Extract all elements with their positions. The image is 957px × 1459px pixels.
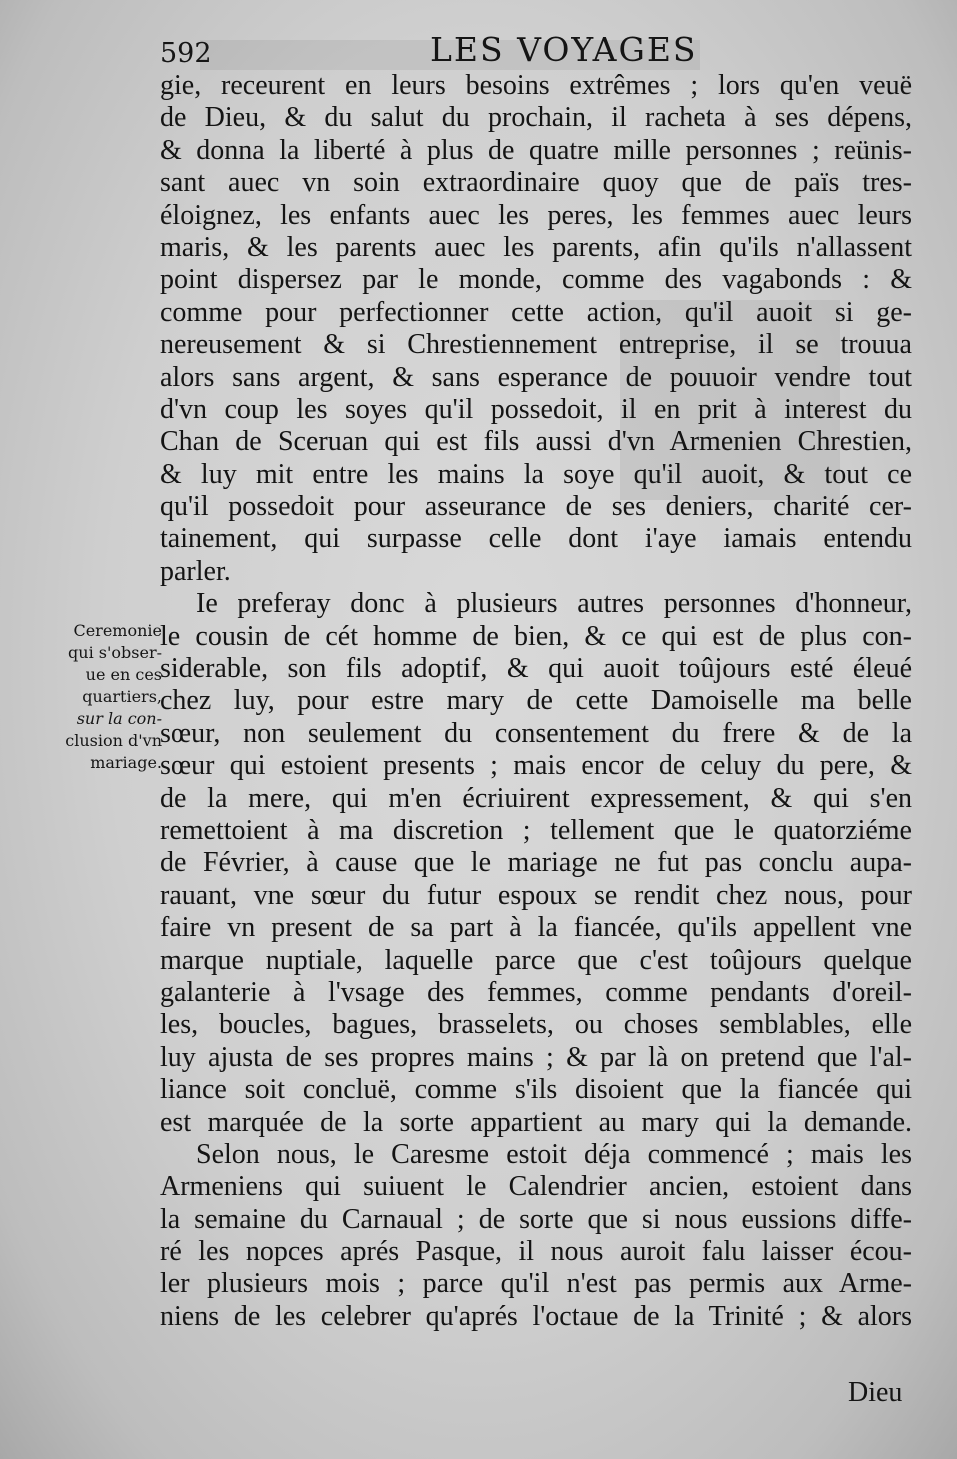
running-head: LES VOYAGES <box>430 30 698 69</box>
text-line: sœur qui estoient presents ; mais encor de celuy du pere, & <box>160 750 912 782</box>
text-line: marque nuptiale, laquelle parce que c'est toûjours quelque <box>160 944 912 976</box>
margin-note <box>50 620 162 774</box>
text-line: gie, receurent en leurs besoins extrêmes ; lors qu'en veuë <box>160 70 912 101</box>
text-line: point dispersez par le monde, comme des vagabonds : & <box>160 264 912 296</box>
margin-note-line: mariage. <box>90 753 162 772</box>
text-line: & luy mit entre les mains la soye qu'il auoit, & tout ce <box>160 458 912 490</box>
margin-note-line: quartiers, <box>82 687 162 706</box>
text-line: comme pour perfectionner cette action, qu'il auoit si ge- <box>160 296 912 328</box>
body-text <box>160 70 912 1333</box>
text-line: nereusement & si Chrestiennement entreprise, il se trouua <box>160 329 912 361</box>
text-line: tainement, qui surpasse celle dont i'aye iamais entendu <box>160 523 912 555</box>
text-line: siderable, son fils adoptif, & qui auoit toûjours esté éleué <box>160 653 912 685</box>
text-line: le cousin de cét homme de bien, & ce qui est de plus con- <box>160 620 912 652</box>
text-line: qu'il possedoit pour asseurance de ses deniers, charité cer- <box>160 491 912 523</box>
text-line: parler. <box>160 555 231 587</box>
margin-note-line: qui s'obser- <box>68 643 162 662</box>
text-line: luy ajusta de ses propres mains ; & par là on pretend que l'al- <box>160 1041 912 1073</box>
text-line: de Dieu, & du salut du prochain, il racheta à ses dépens, <box>160 102 912 134</box>
text-line: de Février, à cause que le mariage ne fut pas conclu aupa- <box>160 847 912 879</box>
page-number: 592 <box>160 38 212 69</box>
text-line: liance soit concluë, comme s'ils disoient que la fiancée qui <box>160 1074 912 1106</box>
catchword: Dieu <box>848 1377 903 1408</box>
text-line: Armeniens qui suiuent le Calendrier ancien, estoient dans <box>160 1171 912 1203</box>
margin-note-line: Ceremonie <box>73 621 162 640</box>
text-line: sant auec vn soin extraordinaire quoy que de païs tres- <box>160 167 912 199</box>
text-line: & donna la liberté à plus de quatre mille personnes ; reünis- <box>160 134 912 166</box>
text-line: Chan de Sceruan qui est fils aussi d'vn Armenien Chrestien, <box>160 426 912 458</box>
text-line: éloignez, les enfants auec les peres, les femmes auec leurs <box>160 199 912 231</box>
margin-note-line: ue en ces <box>85 665 162 684</box>
margin-note-line: sur la con- <box>76 709 162 728</box>
text-line: les, boucles, bagues, brasselets, ou choses semblables, elle <box>160 1009 912 1041</box>
text-line: rauant, vne sœur du futur espoux se rendit chez nous, pour <box>160 879 912 911</box>
text-line: ré les nopces aprés Pasque, il nous auroit falu laisser écou- <box>160 1236 912 1268</box>
text-line: niens de les celebrer qu'aprés l'octaue de la Trinité ; & alors <box>160 1300 912 1332</box>
text-line: remettoient à ma discretion ; tellement que le quatorziéme <box>160 814 912 846</box>
text-line: maris, & les parents auec les parents, afin qu'ils n'allassent <box>160 231 912 263</box>
text-line: Ie preferay donc à plusieurs autres personnes d'honneur, <box>196 588 912 620</box>
text-line: de la mere, qui m'en écriuirent expressement, & qui s'en <box>160 782 912 814</box>
text-line: faire vn present de sa part à la fiancée, qu'ils appellent vne <box>160 912 912 944</box>
text-line: alors sans argent, & sans esperance de pouuoir vendre tout <box>160 361 912 393</box>
text-line: galanterie à l'vsage des femmes, comme pendants d'oreil- <box>160 976 912 1008</box>
text-line: chez luy, pour estre mary de cette Damoiselle ma belle <box>160 685 912 717</box>
text-line: est marquée de la sorte appartient au mary qui la demande. <box>160 1106 912 1138</box>
text-line: d'vn coup les soyes qu'il possedoit, il en prit à interest du <box>160 393 912 425</box>
text-line: sœur, non seulement du consentement du frere & de la <box>160 717 912 749</box>
text-line: ler plusieurs mois ; parce qu'il n'est pas permis aux Arme- <box>160 1268 912 1300</box>
margin-note-line: clusion d'vn <box>65 731 162 750</box>
text-line: la semaine du Carnaual ; de sorte que si nous eussions diffe- <box>160 1203 912 1235</box>
text-line: Selon nous, le Caresme estoit déja commencé ; mais les <box>196 1138 912 1170</box>
